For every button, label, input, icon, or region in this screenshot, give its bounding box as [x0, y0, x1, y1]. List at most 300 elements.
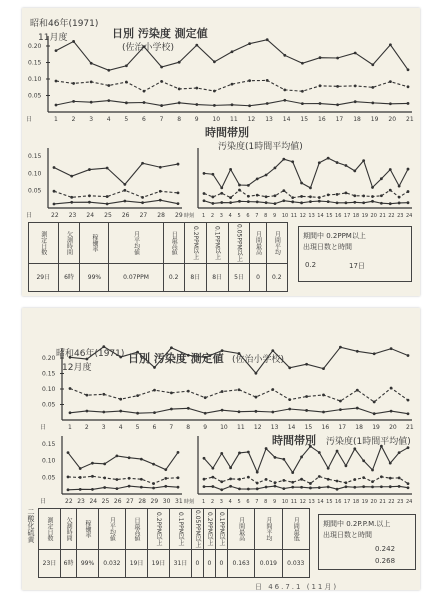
daily-min-series-point — [178, 101, 181, 104]
daily-max-series-point — [160, 66, 163, 69]
hour-tick-label: 6 — [246, 499, 250, 505]
hourly-max-series-point — [309, 187, 312, 190]
daily-min-series-point — [356, 407, 359, 410]
hourly-min-series-point — [291, 200, 294, 203]
daily-mean-series-2-point — [67, 476, 70, 479]
hour-tick-label: 23 — [397, 499, 404, 505]
summary-table — [28, 222, 288, 292]
hourly-max-series-point — [371, 469, 374, 472]
hourly-max-series-point — [256, 177, 259, 180]
hour-tick-label: 15 — [326, 499, 333, 505]
hour-tick-label: 5 — [237, 213, 241, 219]
hourly-max-series — [204, 158, 408, 188]
hourly-min-series-point — [362, 485, 365, 488]
daily-min-series-point — [271, 411, 274, 414]
hour-tick-label: 4 — [228, 213, 232, 219]
summary-value-2: 17日 — [349, 262, 365, 270]
hour-tick-label: 4 — [228, 499, 232, 505]
hourly-min-series-point — [389, 202, 392, 205]
daily-mean-series-2-point — [79, 476, 82, 479]
pollutant-row-label: 二酸化硫黄 — [27, 508, 35, 543]
daily-min-series-point — [231, 103, 234, 106]
daily-mean-series-2-point — [103, 476, 106, 479]
hour-tick-label: 21 — [379, 499, 386, 505]
hourly-min-series-point — [265, 486, 268, 489]
hourly-min-series-point — [327, 200, 330, 203]
daily-min-series-2-point — [91, 488, 94, 491]
daily-max-series-point — [390, 347, 393, 350]
x-tick-label: 16 — [318, 116, 326, 123]
x-tick-label: 3 — [101, 424, 106, 431]
hour-tick-label: 10 — [281, 213, 289, 219]
hour-tick-label: 12 — [299, 499, 306, 505]
y-tick-label: 0.15 — [28, 59, 42, 67]
daily-mean-series-2-point — [140, 478, 143, 481]
hourly-max-series-point — [238, 184, 241, 187]
hour-tick-label: 22 — [388, 499, 395, 505]
hour-tick-label: 10 — [281, 499, 289, 505]
hour-tick-label: 2 — [210, 213, 215, 219]
hour-tick-label: 7 — [255, 213, 259, 219]
daily-max-series-point — [266, 38, 269, 41]
daily-mean-series-point — [125, 81, 128, 84]
hourly-mean-series-point — [309, 195, 312, 198]
daily-max-series-point — [178, 61, 181, 64]
hourly-min-series — [204, 486, 408, 490]
x-tick-label: 24 — [89, 498, 98, 505]
hourly-min-series-point — [336, 488, 339, 491]
hourly-subtitle: 汚染度(1時間平均値) — [218, 142, 303, 152]
daily-mean-series-point — [69, 387, 72, 390]
table-header-1: 欠測時間 — [60, 509, 76, 550]
hour-tick-label: 1 — [202, 499, 206, 505]
x-tick-label: 29 — [150, 498, 159, 505]
hourly-min-series-point — [336, 201, 339, 204]
daily-min-series-point — [153, 411, 156, 414]
summary-title: 期間中 0.2PPM以上 — [303, 232, 366, 240]
table-header-9: 月間平均 — [266, 223, 287, 264]
daily-max-series-2-point — [152, 463, 155, 466]
x-tick-label: 10 — [212, 116, 221, 123]
hourly-mean-series-point — [203, 478, 206, 481]
daily-max-series-point — [389, 43, 392, 46]
daily-min-series-2-point — [103, 486, 106, 489]
hourly-max-series-point — [265, 447, 268, 450]
table-value-7: 0 — [191, 550, 203, 578]
chart-title: 日別 汚染度 測定値 — [128, 352, 224, 365]
daily-min-series-point — [213, 104, 216, 107]
hourly-mean-series — [204, 476, 408, 483]
hourly-mean-series-point — [229, 196, 232, 199]
x-axis-unit: 日 — [40, 498, 47, 505]
hour-tick-label: 21 — [379, 213, 386, 219]
y-tick-label: 0.15 — [42, 370, 56, 378]
daily-mean-series-point — [195, 87, 198, 90]
x-tick-label: 21 — [406, 116, 414, 123]
daily-max-series-point — [301, 62, 304, 65]
daily-mean-series-point — [389, 80, 392, 83]
daily-mean-series-point — [407, 85, 410, 88]
daily-mean-series-point — [238, 388, 241, 391]
hour-tick-label: 19 — [361, 213, 369, 219]
x-tick-label: 8 — [177, 116, 182, 123]
x-axis-unit: 日 — [26, 212, 33, 219]
hourly-max-series-point — [274, 166, 277, 169]
daily-max-series — [56, 40, 408, 71]
hourly-mean-series-point — [362, 195, 365, 198]
x-tick-label: 2 — [84, 424, 89, 431]
hourly-mean-series-point — [389, 189, 392, 192]
daily-min-series-2-point — [88, 201, 91, 204]
hour-tick-label: 3 — [219, 499, 223, 505]
daily-max-series-2-point — [70, 175, 73, 178]
hourly-mean-series-point — [380, 475, 383, 478]
hour-tick-label: 2 — [210, 499, 215, 505]
y-tick-label: 0.10 — [28, 76, 42, 83]
hourly-min-series-point — [327, 485, 330, 488]
hour-tick-label: 17 — [343, 213, 351, 219]
x-tick-label: 11 — [230, 116, 238, 123]
hour-tick-label: 3 — [219, 213, 223, 219]
daily-min-series-2-point — [67, 488, 70, 491]
daily-mean-series-point — [55, 80, 58, 83]
daily-max-series-2-point — [177, 163, 180, 166]
hourly-max-series-point — [327, 467, 330, 470]
footer-note: 日 46.7.1 (11月) — [255, 583, 339, 591]
daily-max-series-point — [55, 49, 58, 52]
hour-tick-label: 7 — [255, 499, 259, 505]
hour-tick-label: 15 — [326, 213, 333, 219]
daily-mean-series-point — [221, 390, 224, 393]
table-header-6: 0.1PPM以上 — [206, 223, 228, 264]
daily-mean-series-2-point — [177, 476, 180, 479]
daily-mean-series-2-point — [88, 194, 91, 197]
daily-min-series-2-point — [140, 486, 143, 489]
daily-max-series-2-point — [123, 183, 126, 186]
x-tick-label: 13 — [270, 424, 279, 431]
daily-mean-series-2-point — [106, 195, 109, 198]
daily-min-series-2-point — [79, 488, 82, 491]
hourly-mean-series — [204, 190, 408, 198]
hour-tick-label: 8 — [264, 213, 268, 219]
daily-max-series-point — [153, 366, 156, 369]
year-label: 昭和46年(1971) — [56, 349, 125, 359]
hour-tick-label: 1 — [202, 213, 206, 219]
hourly-min-series-point — [309, 487, 312, 490]
hourly-min-series-point — [282, 199, 285, 202]
hourly-mean-series-point — [318, 475, 321, 478]
hourly-min-series-point — [380, 202, 383, 205]
y-tick-label: 0.10 — [28, 170, 42, 178]
x-tick-label: 6 — [142, 116, 146, 123]
daily-mean-series-point — [354, 84, 357, 87]
x-tick-label: 15 — [300, 116, 309, 123]
hourly-max-series-point — [256, 471, 259, 474]
hourly-mean-series-point — [203, 192, 206, 195]
hourly-min-series-point — [345, 485, 348, 488]
x-tick-label: 23 — [68, 212, 77, 219]
chart-subtitle: (佐治小学校) — [122, 43, 175, 53]
hourly-max-series-point — [362, 459, 365, 462]
hourly-min-series-point — [247, 200, 250, 203]
daily-mean-series-point — [160, 80, 163, 83]
x-tick-label: 9 — [194, 116, 199, 123]
hourly-min-series — [204, 201, 408, 204]
daily-mean-series-point — [371, 86, 374, 89]
hourly-mean-series-point — [318, 196, 321, 199]
x-tick-label: 4 — [106, 116, 111, 123]
daily-max-series-point — [125, 64, 128, 67]
x-tick-label: 20 — [388, 116, 397, 123]
hourly-mean-series-point — [336, 480, 339, 483]
hourly-mean-series-point — [291, 481, 294, 484]
summary-value-2: 0.268 — [375, 557, 396, 565]
table-value-6: 31日 — [169, 550, 191, 578]
daily-min-series-point — [336, 103, 339, 106]
daily-mean-series-2-point — [152, 482, 155, 485]
hourly-min-series-point — [282, 487, 285, 490]
daily-mean-series-point — [339, 400, 342, 403]
hourly-mean-series-point — [353, 478, 356, 481]
month-label: 12月度 — [62, 363, 92, 373]
hourly-max-series-point — [407, 168, 410, 171]
daily-mean-series-2-point — [115, 478, 118, 481]
hour-axis-unit: 時刻 — [184, 499, 195, 505]
hourly-mean-series-point — [220, 192, 223, 195]
table-header-12: 月間最低 — [282, 509, 309, 550]
hourly-max-series-point — [282, 158, 285, 161]
table-header-0: 測定日数 — [29, 223, 59, 264]
daily-min-series-point — [195, 103, 198, 106]
daily-mean-series-point — [266, 79, 269, 82]
hourly-mean-series-point — [211, 196, 214, 199]
daily-min-series-2-point — [159, 199, 162, 202]
daily-max-series-2-point — [140, 458, 143, 461]
hour-tick-label: 14 — [317, 213, 324, 219]
daily-min-series-point — [319, 102, 322, 105]
hourly-max-series-point — [353, 169, 356, 172]
x-tick-label: 1 — [54, 116, 58, 123]
daily-mean-series-2-point — [177, 191, 180, 194]
table-header-1: 欠測時間 — [58, 223, 80, 264]
hourly-max-series-point — [247, 451, 250, 454]
table-header-6: 0.1PPM以上 — [169, 509, 191, 550]
hourly-min-series-point — [220, 201, 223, 204]
x-tick-label: 26 — [121, 212, 130, 219]
hourly-mean-series-point — [282, 189, 285, 192]
hourly-min-series-point — [211, 202, 214, 205]
hour-tick-label: 16 — [335, 213, 342, 219]
x-tick-label: 22 — [51, 212, 59, 219]
hourly-max-series-point — [345, 464, 348, 467]
daily-min-series-point — [187, 407, 190, 410]
daily-mean-series-point — [301, 90, 304, 93]
x-axis-unit: 日 — [40, 424, 47, 431]
daily-mean-series-2-point — [53, 190, 56, 193]
x-tick-label: 27 — [126, 498, 134, 505]
daily-mean-series-point — [72, 82, 75, 85]
hour-tick-label: 23 — [397, 213, 404, 219]
x-tick-label: 1 — [68, 424, 72, 431]
y-tick-label: 0.20 — [28, 43, 42, 50]
hourly-mean-series-point — [256, 194, 259, 197]
x-tick-label: 4 — [118, 424, 123, 431]
hourly-max-series-point — [300, 182, 303, 185]
hourly-max-series-point — [247, 184, 250, 187]
hourly-min-series-point — [353, 201, 356, 204]
daily-mean-series-point — [102, 393, 105, 396]
daily-mean-series-point — [248, 79, 251, 82]
daily-max-series-point — [407, 354, 410, 357]
hourly-mean-series-point — [238, 189, 241, 192]
daily-max-series-point — [90, 62, 93, 65]
hourly-min-series-point — [256, 487, 259, 490]
daily-max-series-point — [319, 56, 322, 59]
daily-min-series-point — [72, 100, 75, 103]
hourly-min-series-point — [345, 201, 348, 204]
hour-tick-label: 20 — [370, 499, 377, 505]
daily-min-series-2-point — [123, 200, 126, 203]
x-tick-label: 13 — [265, 116, 273, 123]
daily-min-series-point — [407, 412, 410, 415]
y-tick-label: 0.05 — [28, 187, 42, 195]
daily-max-series-2-point — [141, 162, 144, 165]
hour-tick-label: 5 — [237, 499, 241, 505]
table-value-0: 29日 — [29, 264, 59, 292]
daily-min-series-point — [283, 99, 286, 102]
hourly-mean-series-point — [300, 478, 303, 481]
daily-mean-series-point — [322, 394, 325, 397]
daily-min-series-2-point — [128, 485, 131, 488]
hour-axis-unit: 時刻 — [184, 213, 195, 219]
hourly-min-series-point — [229, 201, 232, 204]
hour-tick-label: 14 — [317, 499, 324, 505]
daily-max-series-point — [373, 352, 376, 355]
daily-max-series-point — [72, 40, 75, 43]
table-value-0: 23日 — [39, 550, 61, 578]
daily-max-series-2-point — [67, 451, 70, 454]
daily-min-series-point — [221, 409, 224, 412]
table-header-7: 0.05PPM以上 — [191, 509, 203, 550]
daily-max-series-2-point — [88, 168, 91, 171]
table-header-10: 月間最高 — [227, 509, 254, 550]
x-tick-label: 12 — [253, 424, 262, 431]
hour-tick-label: 13 — [308, 499, 315, 505]
hourly-max-series-point — [380, 177, 383, 180]
daily-min-series-point — [339, 408, 342, 411]
daily-max-series-2-point — [128, 456, 131, 459]
table-value-4: 19日 — [126, 550, 148, 578]
hour-tick-label: 12 — [299, 213, 306, 219]
summary-title: 期間中 0.2P.P.M.以上 — [323, 520, 391, 528]
hourly-min-series-point — [407, 486, 410, 489]
hourly-min-series-point — [229, 485, 232, 488]
daily-min-series-point — [301, 102, 304, 105]
hourly-max-series-point — [203, 457, 206, 460]
y-tick-label: 0.10 — [42, 386, 56, 393]
hourly-max-series-point — [345, 164, 348, 167]
hourly-mean-series-point — [345, 192, 348, 195]
hourly-max-series-point — [282, 458, 285, 461]
hourly-min-series-point — [211, 485, 214, 488]
table-value-3: 0.032 — [98, 550, 125, 578]
hourly-mean-series-point — [274, 481, 277, 484]
daily-mean-series-point — [319, 84, 322, 87]
hourly-max-series-point — [265, 174, 268, 177]
hour-tick-label: 20 — [370, 213, 377, 219]
daily-max-series-point — [248, 42, 251, 45]
daily-mean-series-2-point — [164, 477, 167, 480]
x-tick-label: 18 — [353, 116, 361, 123]
daily-max-series-point — [288, 366, 291, 369]
daily-max-series-point — [322, 367, 325, 370]
summary-value-1: 0.242 — [375, 545, 396, 553]
daily-min-series-point — [288, 408, 291, 411]
hourly-max-series-point — [274, 456, 277, 459]
hour-tick-label: 22 — [388, 213, 395, 219]
daily-mean-series-point — [178, 88, 181, 91]
daily-min-series-point — [160, 104, 163, 107]
hour-tick-label: 11 — [290, 499, 298, 505]
hour-tick-label: 24 — [406, 213, 413, 219]
table-value-2: 99% — [80, 264, 109, 292]
hourly-min-series-point — [203, 485, 206, 488]
table-value-9: 0.2 — [266, 264, 287, 292]
hourly-max-series-point — [203, 172, 206, 175]
table-value-6: 8日 — [206, 264, 228, 292]
daily-min-series-point — [102, 411, 105, 414]
hourly-mean-series-point — [309, 482, 312, 485]
table-header-5: 0.2PPM以上 — [148, 509, 170, 550]
hour-tick-label: 16 — [335, 499, 342, 505]
chart-subtitle: (佐治小学校) — [232, 355, 285, 365]
hourly-mean-series-point — [336, 193, 339, 196]
hourly-mean-series-point — [407, 482, 410, 485]
x-tick-label: 6 — [152, 424, 157, 431]
daily-max-series-2-point — [53, 166, 56, 169]
x-tick-label: 16 — [321, 424, 330, 431]
daily-max-series-point — [407, 68, 410, 71]
hourly-min-series-point — [398, 202, 401, 205]
table-header-11: 月間平均 — [255, 509, 282, 550]
x-tick-label: 23 — [77, 498, 85, 505]
hourly-subtitle: 汚染度(1時間平均値) — [326, 437, 411, 447]
daily-min-series-point — [266, 102, 269, 105]
x-tick-label: 3 — [89, 116, 94, 123]
x-tick-label: 24 — [86, 212, 95, 219]
hour-tick-label: 24 — [406, 499, 413, 505]
table-header-4: 日最高値 — [126, 509, 148, 550]
table-header-2: 稼働率 — [80, 223, 109, 264]
daily-max-series-point — [170, 346, 173, 349]
x-tick-label: 28 — [138, 498, 146, 505]
hourly-max-series-point — [220, 452, 223, 455]
x-tick-label: 7 — [169, 424, 174, 431]
hourly-min-series-point — [300, 486, 303, 489]
daily-mean-series-point — [86, 394, 89, 397]
x-tick-label: 5 — [135, 424, 140, 431]
hourly-min-series-point — [353, 486, 356, 489]
hourly-max-series-point — [300, 456, 303, 459]
daily-mean-series-point — [90, 80, 93, 83]
x-tick-label: 18 — [355, 424, 363, 431]
daily-max-series-point — [339, 346, 342, 349]
hourly-max-series-point — [238, 452, 241, 455]
daily-min-series-point — [371, 101, 374, 104]
hourly-max-series-point — [336, 161, 339, 164]
daily-min-series-point — [373, 412, 376, 415]
daily-mean-series-2-point — [141, 196, 144, 199]
